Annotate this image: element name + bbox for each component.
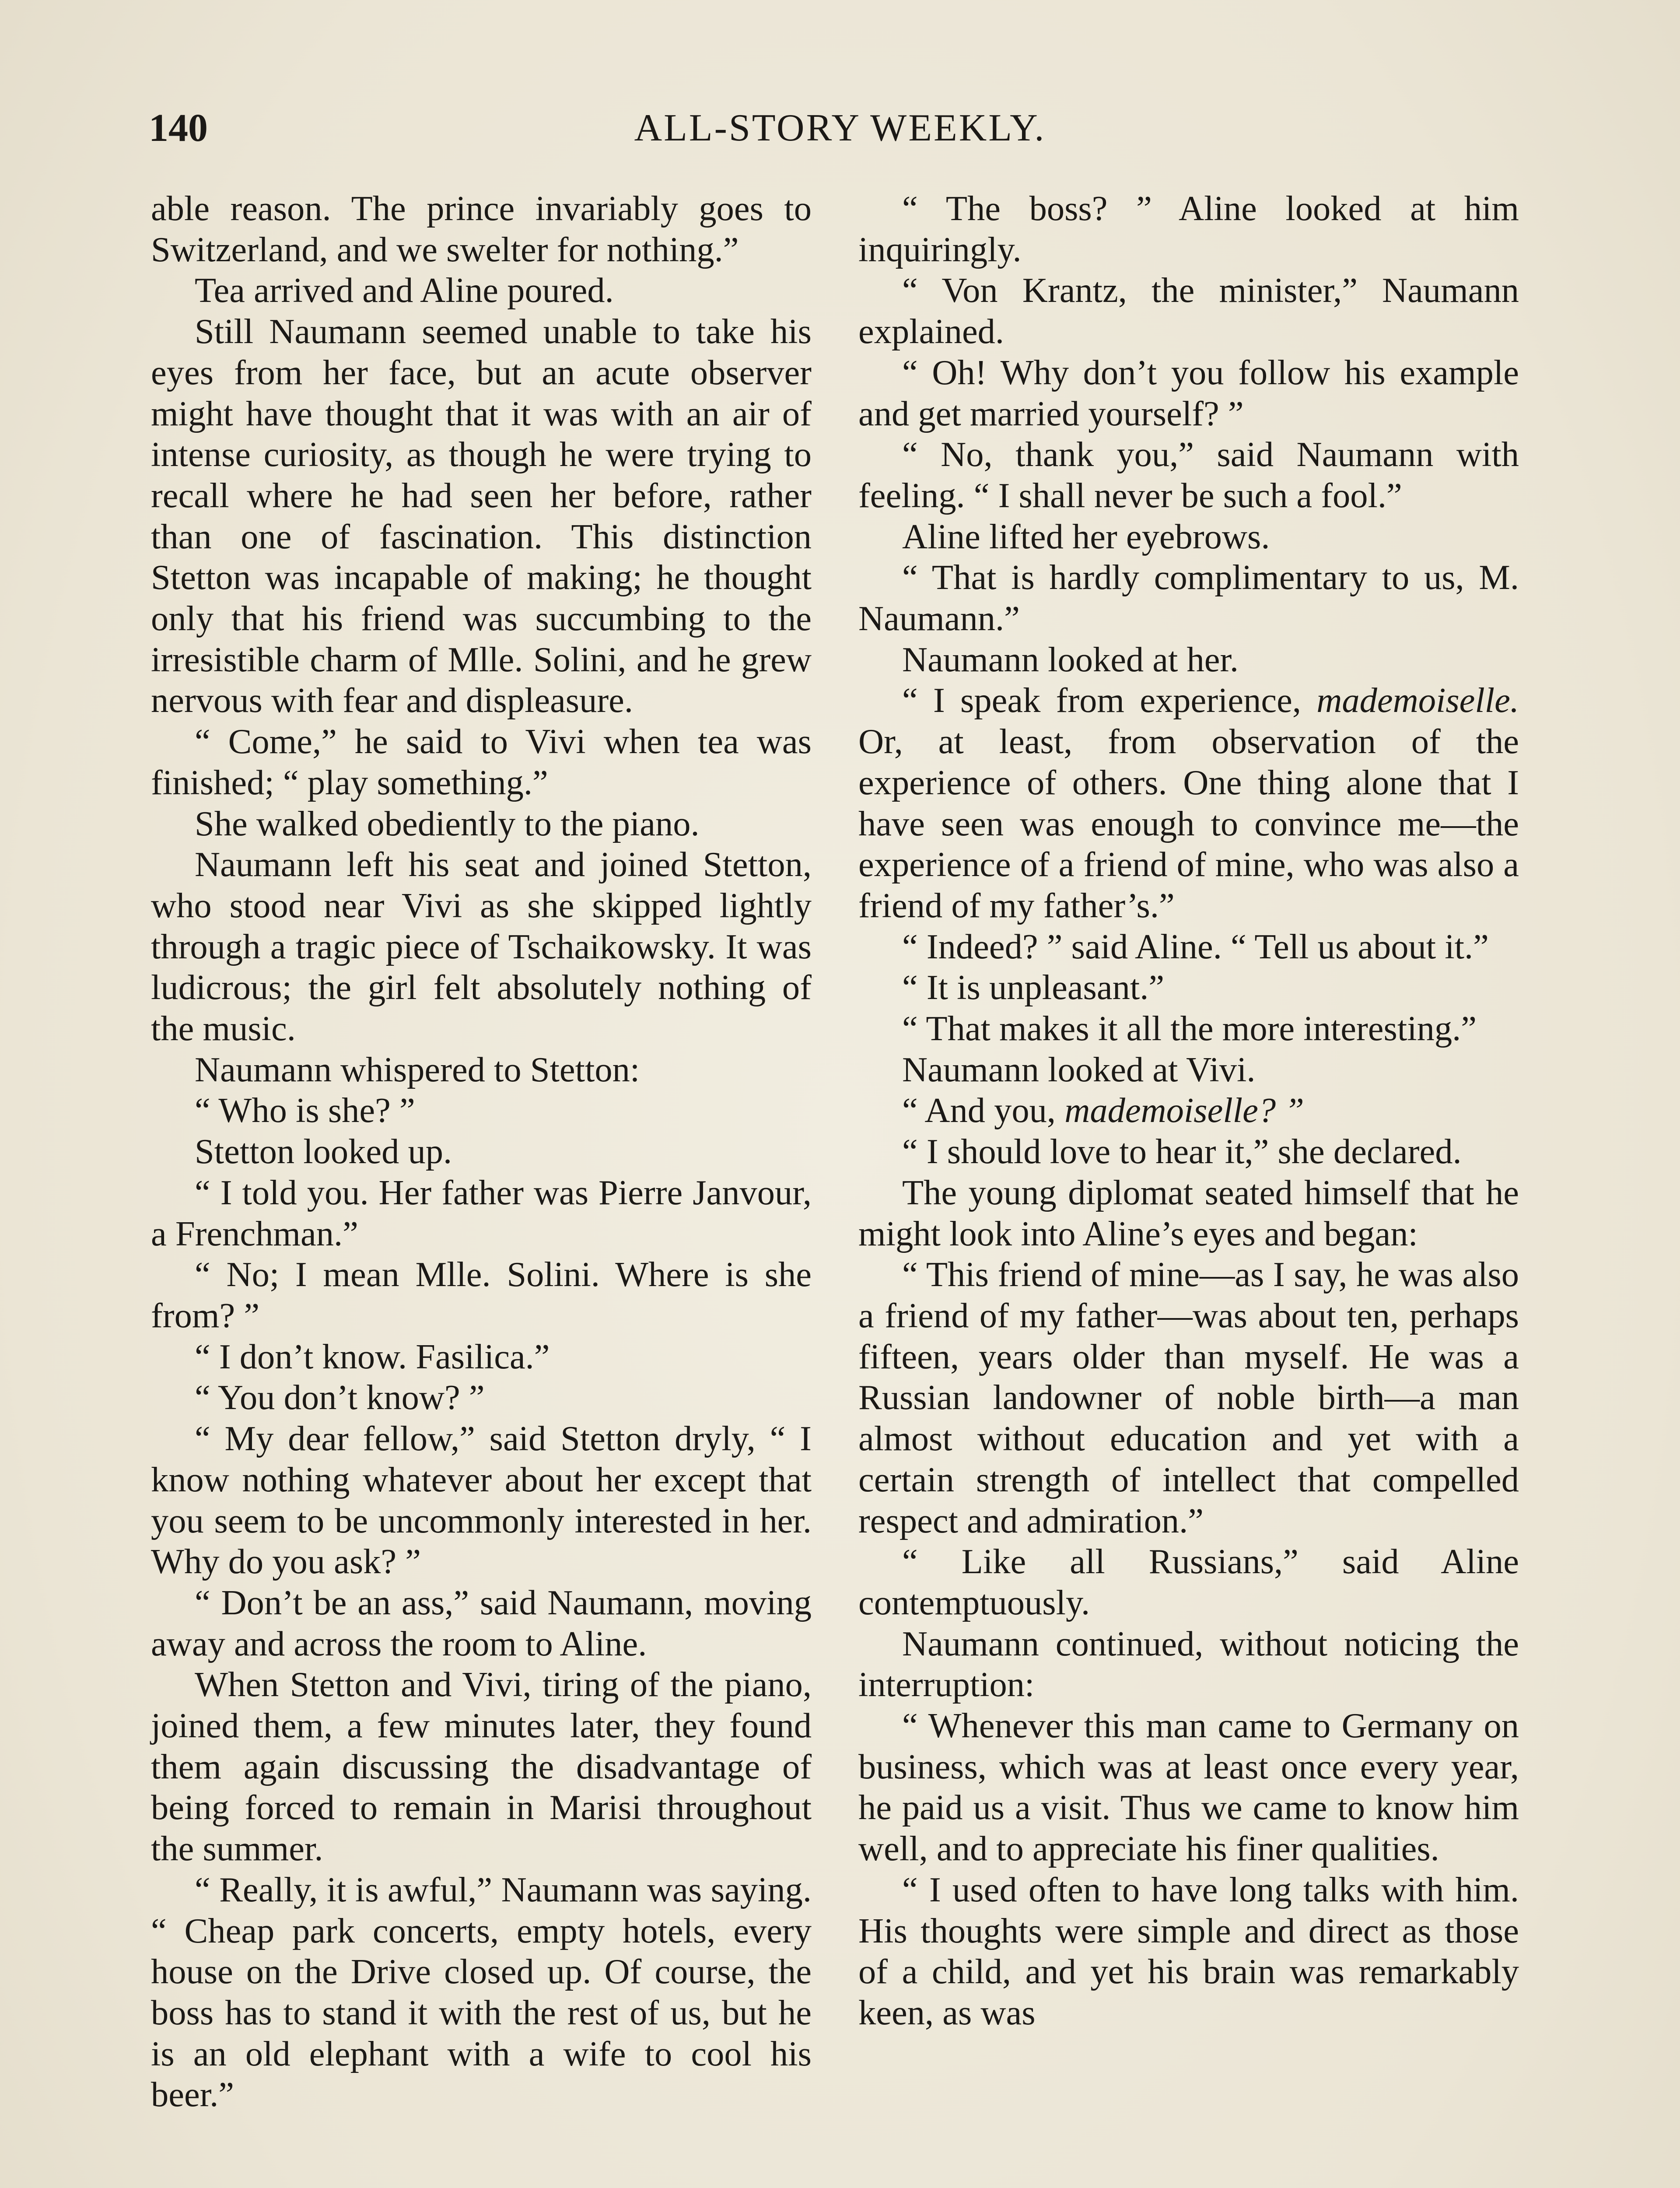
left-column <box>151 188 812 2115</box>
paragraph: “ You don’t know? ” <box>195 1378 485 1417</box>
paragraph: She walked obediently to the piano. <box>195 804 700 843</box>
paragraph <box>858 680 1519 926</box>
paragraph: “ This friend of mine—as I say, he was also a friend of my father—was about ten, perhaps fifteen, years older than myself. He was a Russian landowner of noble birth—a man almost without education and yet with a certain strength of intellect that compelled respect and admiration.” <box>858 1255 1519 1540</box>
right-column <box>858 188 1519 2034</box>
paragraph: “ Oh! Why don’t you follow his example and get married yourself? ” <box>858 353 1519 433</box>
text-run: “ And you, <box>902 1091 1065 1130</box>
paragraph: Stetton looked up. <box>195 1132 452 1171</box>
paragraph: “ Don’t be an ass,” said Naumann, moving away and across the room to Aline. <box>151 1583 812 1663</box>
paragraph: When Stetton and Vivi, tiring of the piano, joined them, a few minutes later, they found them again discussing the disadvantage of being forced to remain in Marisi throughout the summer. <box>151 1665 812 1869</box>
paragraph: The young diplomat seated himself that he might look into Aline’s eyes and began: <box>858 1173 1519 1253</box>
paragraph: “ I used often to have long talks with him. His thoughts were simple and direct as those of a child, and yet his brain was remarkably keen, as was <box>858 1870 1519 2032</box>
paragraph: Naumann continued, without noticing the interruption: <box>858 1624 1519 1704</box>
italic-text: mademoiselle. <box>1316 681 1519 720</box>
paragraph: Naumann looked at Vivi. <box>902 1050 1256 1089</box>
paragraph: Naumann left his seat and joined Stetton, who stood near Vivi as she skipped lightly through a tragic piece of Tschaikowsky. It was ludicrous; the girl felt absolutely nothing of the music. <box>151 845 812 1048</box>
paragraph: Still Naumann seemed unable to take his eyes from her face, but an acute observer might have thought that it was with an air of intense curiosity, as though he were trying to recall where he had seen her before, rather than one of fascination. This distinction Stetton was incapable of making; he thought only that his friend was succumbing to the irresistible charm of Mlle. Solini, and he grew nervous with fear and displeasure. <box>151 312 812 720</box>
paragraph: “ That makes it all the more interesting.” <box>902 1009 1477 1048</box>
paragraph <box>858 1090 1519 1131</box>
page-number: 140 <box>149 106 208 150</box>
paragraph: “ I don’t know. Fasilica.” <box>195 1337 550 1376</box>
paragraph: “ Von Krantz, the minister,” Naumann explained. <box>858 271 1519 351</box>
paragraph: Naumann whispered to Stetton: <box>195 1050 640 1089</box>
running-head <box>149 100 1531 157</box>
paragraph: “ No, thank you,” said Naumann with feeling. “ I shall never be such a fool.” <box>858 435 1519 515</box>
paragraph: Tea arrived and Aline poured. <box>195 271 614 310</box>
paragraph: “ I should love to hear it,” she declared. <box>902 1132 1462 1171</box>
paragraph: “ I told you. Her father was Pierre Janvour, a Frenchman.” <box>151 1173 812 1253</box>
text-run: Or, at least, from observation of the experience of others. One thing alone that I have seen was enough to convince me—the experience of a friend of mine, who was also a friend of my father’s.” <box>858 722 1519 925</box>
magazine-title: ALL-STORY WEEKLY. <box>634 107 1046 149</box>
paragraph: Aline lifted her eyebrows. <box>902 517 1270 556</box>
paragraph: able reason. The prince invariably goes to Switzerland, and we swelter for nothing.” <box>151 189 812 269</box>
paragraph: “ The boss? ” Aline looked at him inquiringly. <box>858 189 1519 269</box>
text-run: “ I speak from experience, <box>902 681 1317 720</box>
paragraph: “ Whenever this man came to Germany on business, which was at least once every year, he paid us a visit. Thus we came to know him well, and to appreciate his finer qualities. <box>858 1706 1519 1869</box>
paragraph: “ Who is she? ” <box>195 1091 415 1130</box>
paragraph: “ No; I mean Mlle. Solini. Where is she from? ” <box>151 1255 812 1335</box>
paragraph: “ It is unpleasant.” <box>902 968 1165 1007</box>
italic-text: mademoiselle? ” <box>1064 1091 1304 1130</box>
paragraph: “ Really, it is awful,” Naumann was saying. “ Cheap park concerts, empty hotels, every house on the Drive closed up. Of course, the boss has to stand it with the rest of us, but he is an old elephant with a wife to cool his beer.” <box>151 1870 812 2114</box>
paragraph: “ My dear fellow,” said Stetton dryly, “ I know nothing whatever about her except that you seem to be uncommonly interested in her. Why do you ask? ” <box>151 1419 812 1581</box>
paragraph: “ Come,” he said to Vivi when tea was finished; “ play something.” <box>151 722 812 802</box>
paragraph: “ That is hardly complimentary to us, M. Naumann.” <box>858 558 1519 638</box>
paragraph: “ Indeed? ” said Aline. “ Tell us about it.” <box>902 927 1489 966</box>
paragraph: Naumann looked at her. <box>902 640 1239 679</box>
paragraph: “ Like all Russians,” said Aline contemptuously. <box>858 1542 1519 1622</box>
